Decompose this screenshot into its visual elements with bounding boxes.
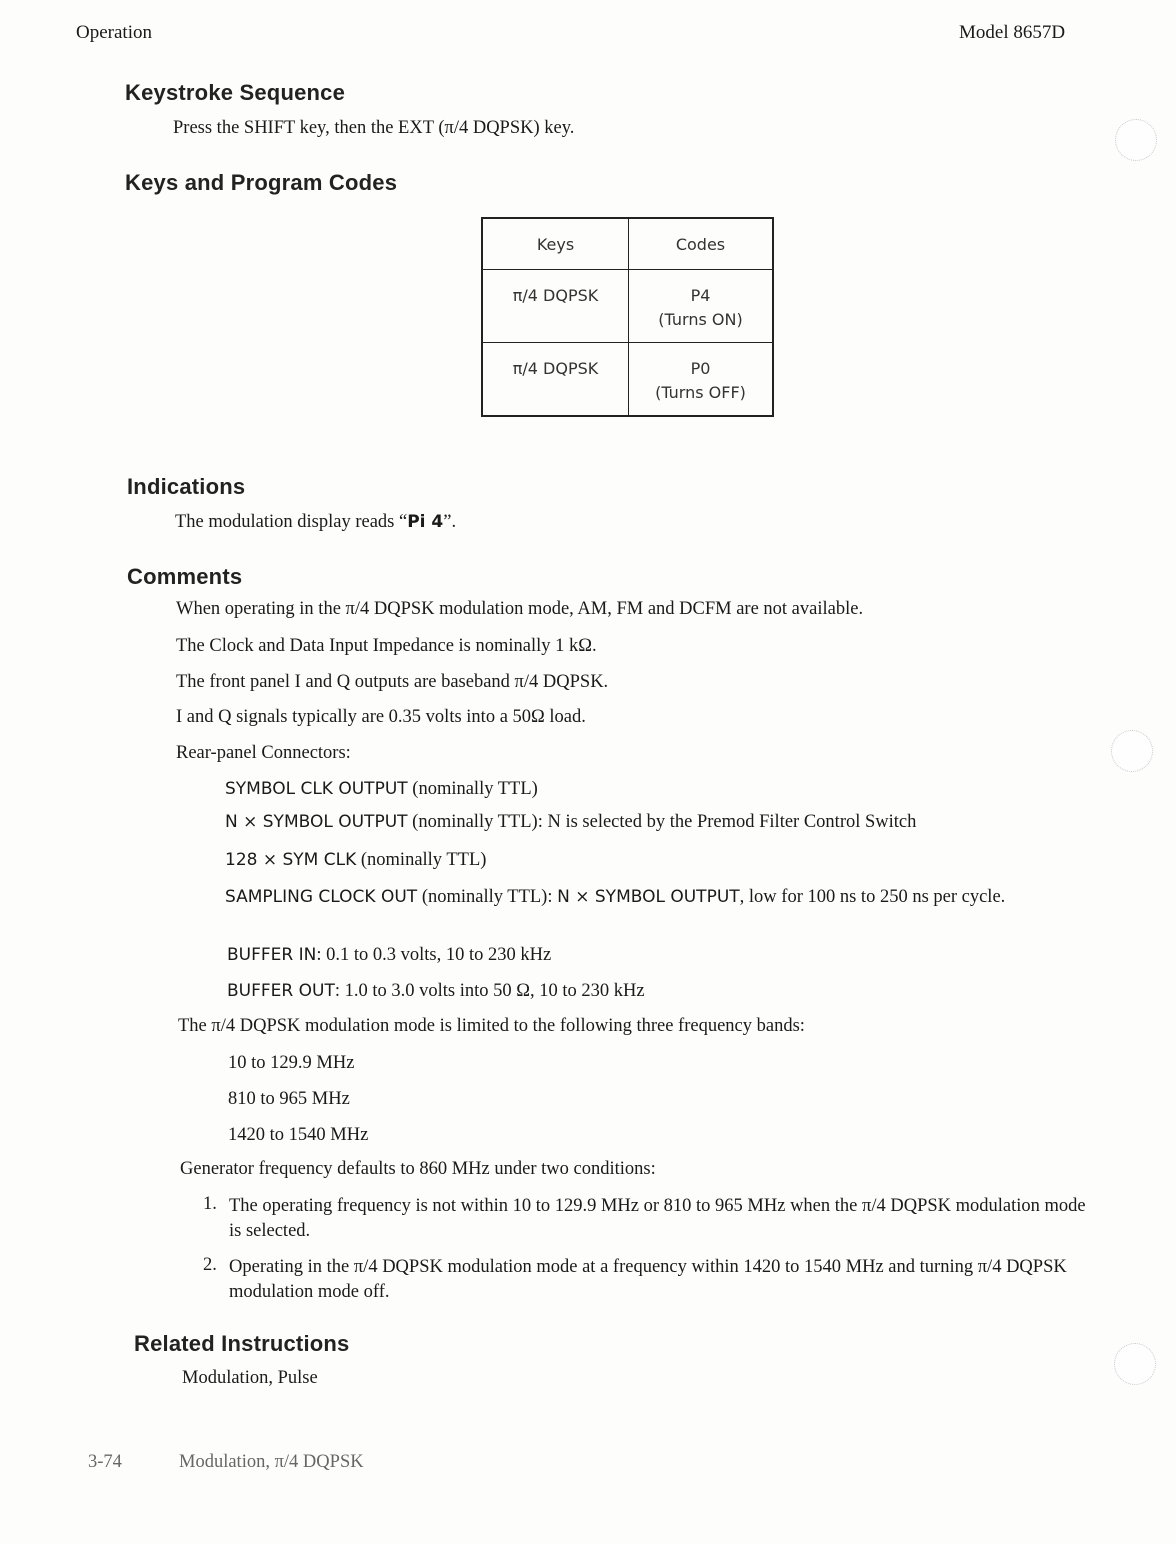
running-header-right: Model 8657D (959, 22, 1066, 43)
indications-heading: Indications (127, 474, 246, 499)
comment-line: The Clock and Data Input Impedance is nominally 1 kΩ. (176, 636, 597, 656)
table-row (482, 270, 773, 343)
column-header-codes: Codes (629, 218, 774, 270)
connector-item (225, 884, 1090, 910)
code-cell (629, 342, 774, 416)
keys-codes-heading: Keys and Program Codes (125, 170, 398, 195)
band-item: 10 to 129.9 MHz (228, 1053, 355, 1073)
page-number: 3-74 (88, 1452, 122, 1472)
keys-codes-table (481, 217, 774, 417)
comments-heading: Comments (127, 564, 243, 589)
connector-item (227, 981, 645, 1002)
band-item: 1420 to 1540 MHz (228, 1125, 369, 1145)
connector-name: 128 × SYM CLK (225, 850, 357, 870)
connector-name: BUFFER OUT (227, 981, 335, 1001)
display-value: Pi 4 (407, 512, 444, 532)
code-note: (Turns ON) (658, 310, 743, 329)
connector-name: N × SYMBOL OUTPUT (225, 812, 408, 832)
table-row (482, 342, 773, 416)
band-item: 810 to 965 MHz (228, 1089, 350, 1109)
key-cell: π/4 DQPSK (482, 342, 629, 416)
condition-text: Operating in the π/4 DQPSK modulation mode at a frequency within 1420 to 1540 MHz and turning π/4 DQPSK modulation mode off. (229, 1257, 1067, 1302)
connector-item (225, 812, 916, 833)
connector-desc: : 1.0 to 3.0 volts into 50 Ω, 10 to 230 kHz (334, 981, 645, 1001)
connector-name: SYMBOL CLK OUTPUT (225, 779, 408, 799)
connector-item (227, 945, 551, 966)
connector-name: BUFFER IN (227, 945, 317, 965)
condition-number: 2. (203, 1255, 217, 1275)
default-intro: Generator frequency defaults to 860 MHz under two conditions: (180, 1159, 656, 1179)
connector-desc: (nominally TTL) (356, 850, 487, 870)
condition-text: The operating frequency is not within 10 to 129.9 MHz or 810 to 965 MHz when the π/4 DQPSK modulation mode is selected. (229, 1196, 1086, 1241)
keystroke-text: Press the SHIFT key, then the EXT (π/4 DQPSK) key. (173, 118, 575, 138)
bands-intro: The π/4 DQPSK modulation mode is limited to the following three frequency bands: (178, 1016, 805, 1036)
code-cell (629, 270, 774, 343)
code-note: (Turns OFF) (655, 382, 746, 402)
related-text: Modulation, Pulse (182, 1368, 318, 1388)
key-cell: π/4 DQPSK (482, 270, 629, 343)
indications-text-before: The modulation display reads “ (175, 512, 408, 532)
code-value: P0 (690, 358, 711, 378)
connector-name: SAMPLING CLOCK OUT (225, 887, 418, 907)
indications-text-after: ”. (443, 512, 457, 532)
condition-number: 1. (203, 1194, 217, 1214)
footer-title: Modulation, π/4 DQPSK (179, 1452, 364, 1472)
related-heading: Related Instructions (134, 1331, 350, 1356)
running-header-left: Operation (76, 22, 152, 43)
hole-punch (1111, 730, 1153, 772)
hole-punch (1114, 1343, 1156, 1385)
hole-punch (1115, 119, 1157, 161)
connector-desc: (nominally TTL): (417, 887, 558, 907)
comment-line: When operating in the π/4 DQPSK modulation mode, AM, FM and DCFM are not available. (176, 599, 864, 619)
connector-item (225, 779, 538, 800)
comment-line: I and Q signals typically are 0.35 volts into a 50Ω load. (176, 707, 586, 727)
connector-desc: : 0.1 to 0.3 volts, 10 to 230 kHz (316, 945, 552, 965)
code-value: P4 (690, 286, 711, 305)
indications-text (175, 512, 456, 533)
connector-item (225, 850, 486, 871)
connector-desc: (nominally TTL) (407, 779, 538, 799)
keystroke-heading: Keystroke Sequence (125, 80, 346, 105)
connector-desc: , low for 100 ns to 250 ns per cycle. (739, 887, 1006, 907)
connector-name: N × SYMBOL OUTPUT (557, 887, 740, 907)
comment-line: Rear-panel Connectors: (176, 743, 351, 763)
comment-line: The front panel I and Q outputs are baseband π/4 DQPSK. (176, 672, 609, 692)
connector-desc: (nominally TTL): N is selected by the Premod Filter Control Switch (407, 812, 917, 832)
column-header-keys: Keys (482, 218, 629, 270)
